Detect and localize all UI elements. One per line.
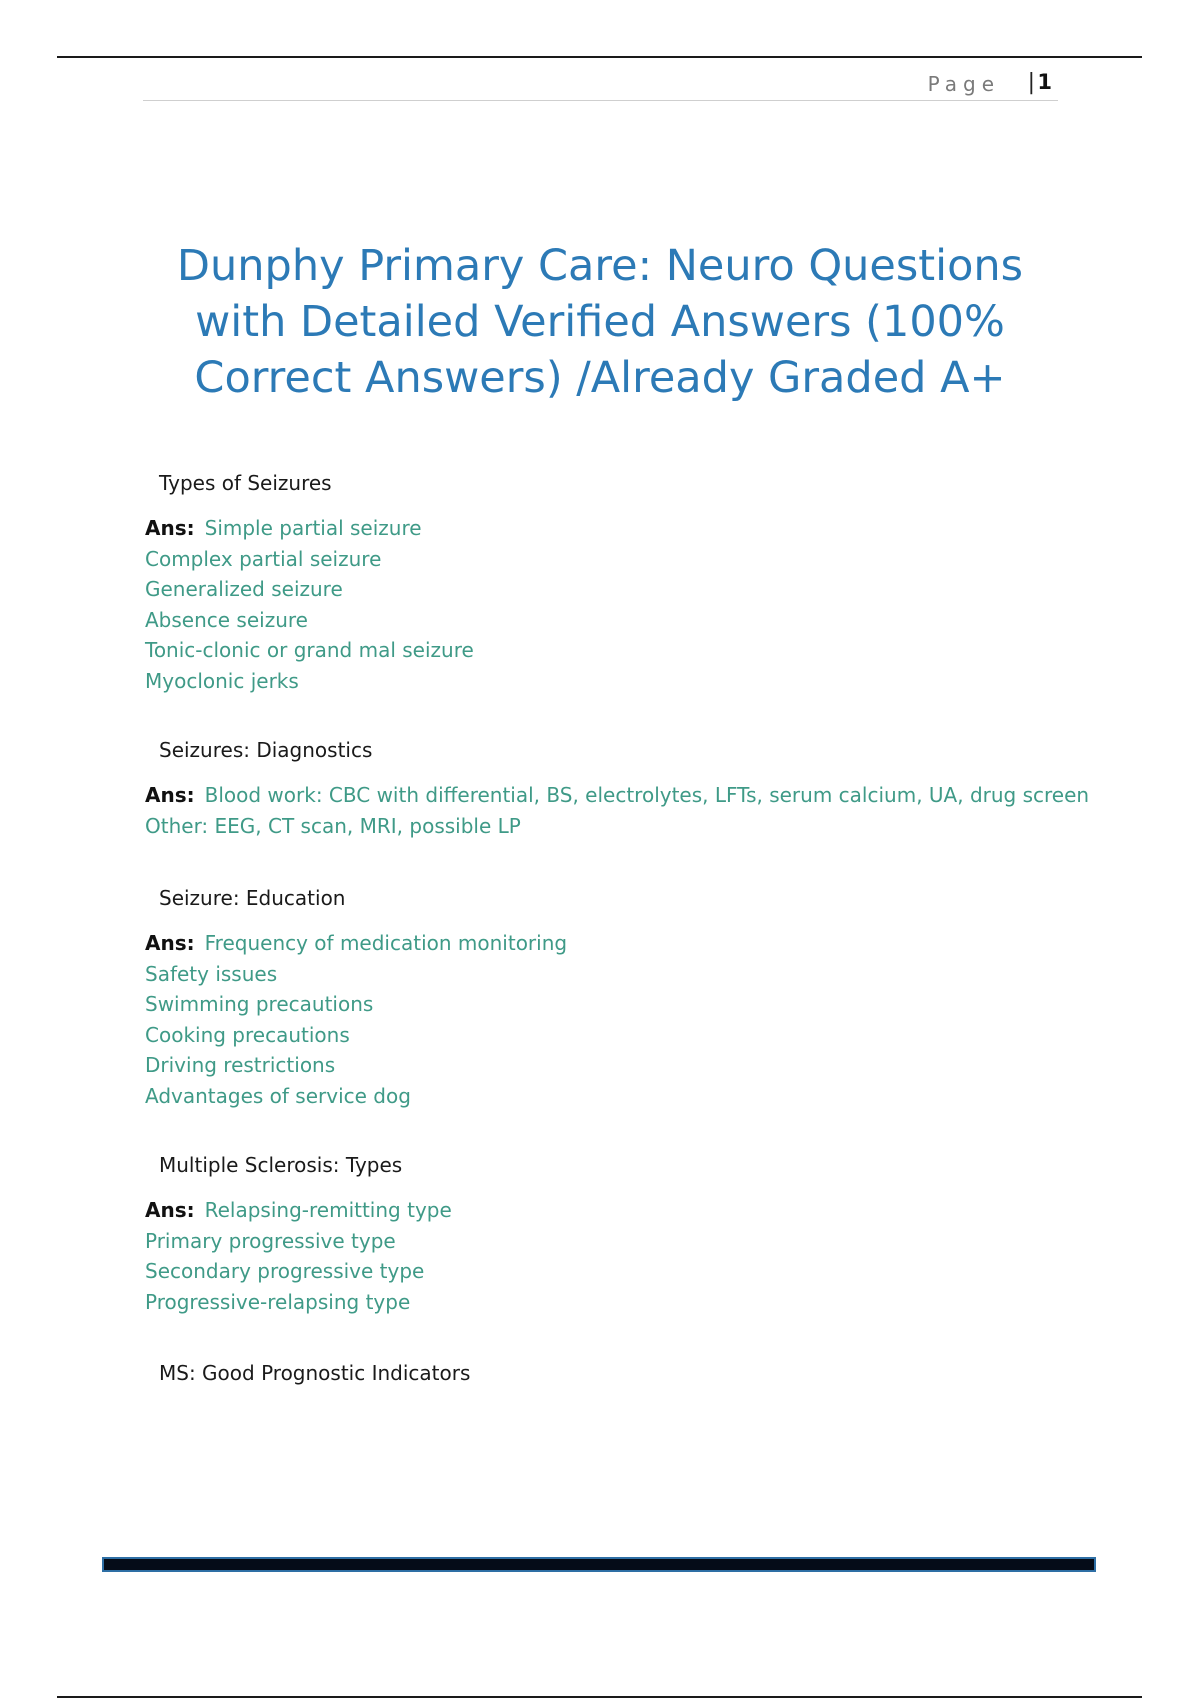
answer-line: Other: EEG, CT scan, MRI, possible LP: [145, 813, 521, 838]
answer-block: [145, 1195, 1105, 1317]
qa-block-seizure-education: [145, 884, 1105, 1111]
answer-line: [145, 1195, 1105, 1226]
question-text: Types of Seizures: [159, 471, 332, 495]
answer-block: [145, 928, 1105, 1111]
answer-text: Frequency of medication monitoring: [204, 931, 568, 955]
title-line: Dunphy Primary Care: Neuro Questions: [176, 241, 1024, 291]
title-line: Correct Answers) /Already Graded A+: [194, 353, 1006, 403]
qa-block-ms-prognostic: [145, 1359, 1105, 1387]
answer-line: Complex partial seizure: [145, 546, 382, 571]
question-text: Multiple Sclerosis: Types: [159, 1153, 403, 1177]
page-separator: |: [1027, 70, 1035, 95]
ans-label: Ans:: [145, 516, 195, 540]
question-text: Seizures: Diagnostics: [159, 738, 373, 762]
answer-line: Swimming precautions: [145, 992, 374, 1016]
footer-bar: [102, 1557, 1096, 1572]
ans-label: Ans:: [145, 783, 195, 807]
question-text: Seizure: Education: [159, 886, 346, 910]
qa-block-ms-types: [145, 1151, 1105, 1317]
answer-text: Blood work: CBC with differential, BS, electrolytes, LFTs, serum calcium, UA, drug screen: [204, 783, 1090, 807]
answer-line: Driving restrictions: [145, 1053, 336, 1077]
page-number: 1: [1037, 70, 1052, 94]
qa-block-types-of-seizures: [145, 469, 1105, 696]
answer-block: [145, 780, 1105, 841]
answer-line: [145, 513, 1105, 544]
ans-label: Ans:: [145, 1198, 195, 1222]
title-line: with Detailed Verified Answers (100%: [195, 297, 1005, 347]
answer-line: [145, 928, 1105, 959]
answer-line: Generalized seizure: [145, 577, 343, 601]
answer-text: Simple partial seizure: [204, 516, 422, 540]
answer-line: Cooking precautions: [145, 1022, 350, 1047]
question-text: MS: Good Prognostic Indicators: [159, 1361, 471, 1385]
page-header: [143, 68, 1058, 101]
answer-line: Absence seizure: [145, 607, 308, 632]
answer-line: Secondary progressive type: [145, 1259, 425, 1283]
top-rule: [57, 56, 1142, 58]
answer-line: Progressive-relapsing type: [145, 1289, 411, 1314]
answer-line: Primary progressive type: [145, 1228, 396, 1253]
page-label: Page: [927, 72, 1000, 96]
document-title: [150, 238, 1050, 406]
ans-label: Ans:: [145, 931, 195, 955]
answer-line: Safety issues: [145, 961, 278, 986]
answer-line: Advantages of service dog: [145, 1083, 411, 1108]
answer-line: Tonic-clonic or grand mal seizure: [145, 638, 474, 662]
qa-block-seizures-diagnostics: [145, 736, 1105, 841]
answer-text: Relapsing-remitting type: [204, 1198, 452, 1222]
answer-block: [145, 513, 1105, 696]
answer-line: [145, 780, 1105, 811]
answer-line: Myoclonic jerks: [145, 668, 299, 693]
bottom-rule: [57, 1696, 1142, 1698]
